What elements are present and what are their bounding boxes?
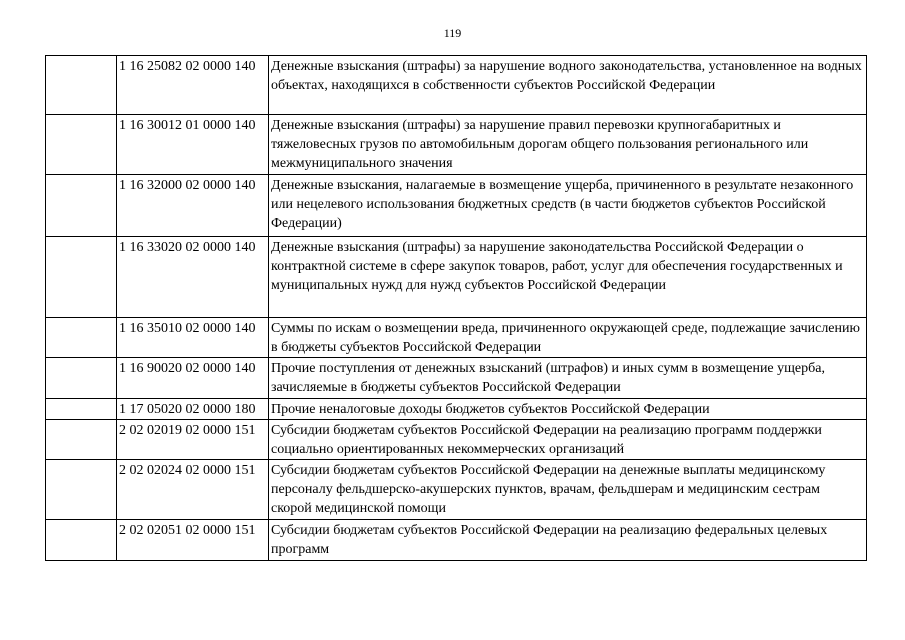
classification-code-cell: 1 16 32000 02 0000 140 <box>117 175 269 237</box>
revenue-description-cell: Суммы по искам о возмещении вреда, причиненного окружающей среде, подлежащие зачислению в бюджеты субъектов Российской Федерации <box>269 318 867 358</box>
admin-code-cell <box>46 56 117 115</box>
classification-code-cell: 1 16 33020 02 0000 140 <box>117 237 269 318</box>
table-row <box>46 460 867 520</box>
table-row <box>46 318 867 358</box>
classification-code-cell: 1 16 35010 02 0000 140 <box>117 318 269 358</box>
admin-code-cell <box>46 399 117 420</box>
revenue-description-cell: Денежные взыскания (штрафы) за нарушение правил перевозки крупногабаритных и тяжеловесных грузов по автомобильным дорогам общего пользования регионального или межмуниципального значения <box>269 115 867 175</box>
admin-code-cell <box>46 358 117 399</box>
admin-code-cell <box>46 460 117 520</box>
table-row <box>46 399 867 420</box>
page-number: 119 <box>443 26 462 40</box>
classification-code-cell: 1 17 05020 02 0000 180 <box>117 399 269 420</box>
admin-code-cell <box>46 318 117 358</box>
revenue-description-cell: Субсидии бюджетам субъектов Российской Федерации на реализацию программ поддержки социально ориентированных некоммерческих организаций <box>269 420 867 460</box>
budget-revenue-table <box>45 55 867 561</box>
revenue-description-cell: Субсидии бюджетам субъектов Российской Федерации на реализацию федеральных целевых программ <box>269 520 867 561</box>
classification-code-cell: 1 16 25082 02 0000 140 <box>117 56 269 115</box>
admin-code-cell <box>46 175 117 237</box>
revenue-description-cell: Денежные взыскания (штрафы) за нарушение водного законодательства, установленное на водных объектах, находящихся в собственности субъектов Российской Федерации <box>269 56 867 115</box>
table-row <box>46 358 867 399</box>
revenue-description-cell: Прочие неналоговые доходы бюджетов субъектов Российской Федерации <box>269 399 867 420</box>
table-row <box>46 237 867 318</box>
classification-code-cell: 1 16 30012 01 0000 140 <box>117 115 269 175</box>
classification-code-cell: 1 16 90020 02 0000 140 <box>117 358 269 399</box>
table-row <box>46 520 867 561</box>
table-row <box>46 175 867 237</box>
table-row <box>46 115 867 175</box>
admin-code-cell <box>46 237 117 318</box>
revenue-description-cell: Прочие поступления от денежных взысканий (штрафов) и иных сумм в возмещение ущерба, зачисляемые в бюджеты субъектов Российской Федерации <box>269 358 867 399</box>
classification-code-cell: 2 02 02024 02 0000 151 <box>117 460 269 520</box>
revenue-description-cell: Субсидии бюджетам субъектов Российской Федерации на денежные выплаты медицинскому персоналу фельдшерско-акушерских пунктов, врачам, фельдшерам и медицинским сестрам скорой медицинской помощи <box>269 460 867 520</box>
admin-code-cell <box>46 115 117 175</box>
table-row <box>46 420 867 460</box>
table-row <box>46 56 867 115</box>
admin-code-cell <box>46 420 117 460</box>
classification-code-cell: 2 02 02051 02 0000 151 <box>117 520 269 561</box>
admin-code-cell <box>46 520 117 561</box>
revenue-description-cell: Денежные взыскания (штрафы) за нарушение законодательства Российской Федерации о контрактной системе в сфере закупок товаров, работ, услуг для обеспечения государственных и муниципальных нужд для нужд субъектов Российской Федерации <box>269 237 867 318</box>
classification-code-cell: 2 02 02019 02 0000 151 <box>117 420 269 460</box>
revenue-description-cell: Денежные взыскания, налагаемые в возмещение ущерба, причиненного в результате незаконного или нецелевого использования бюджетных средств (в части бюджетов субъектов Российской Федерации) <box>269 175 867 237</box>
